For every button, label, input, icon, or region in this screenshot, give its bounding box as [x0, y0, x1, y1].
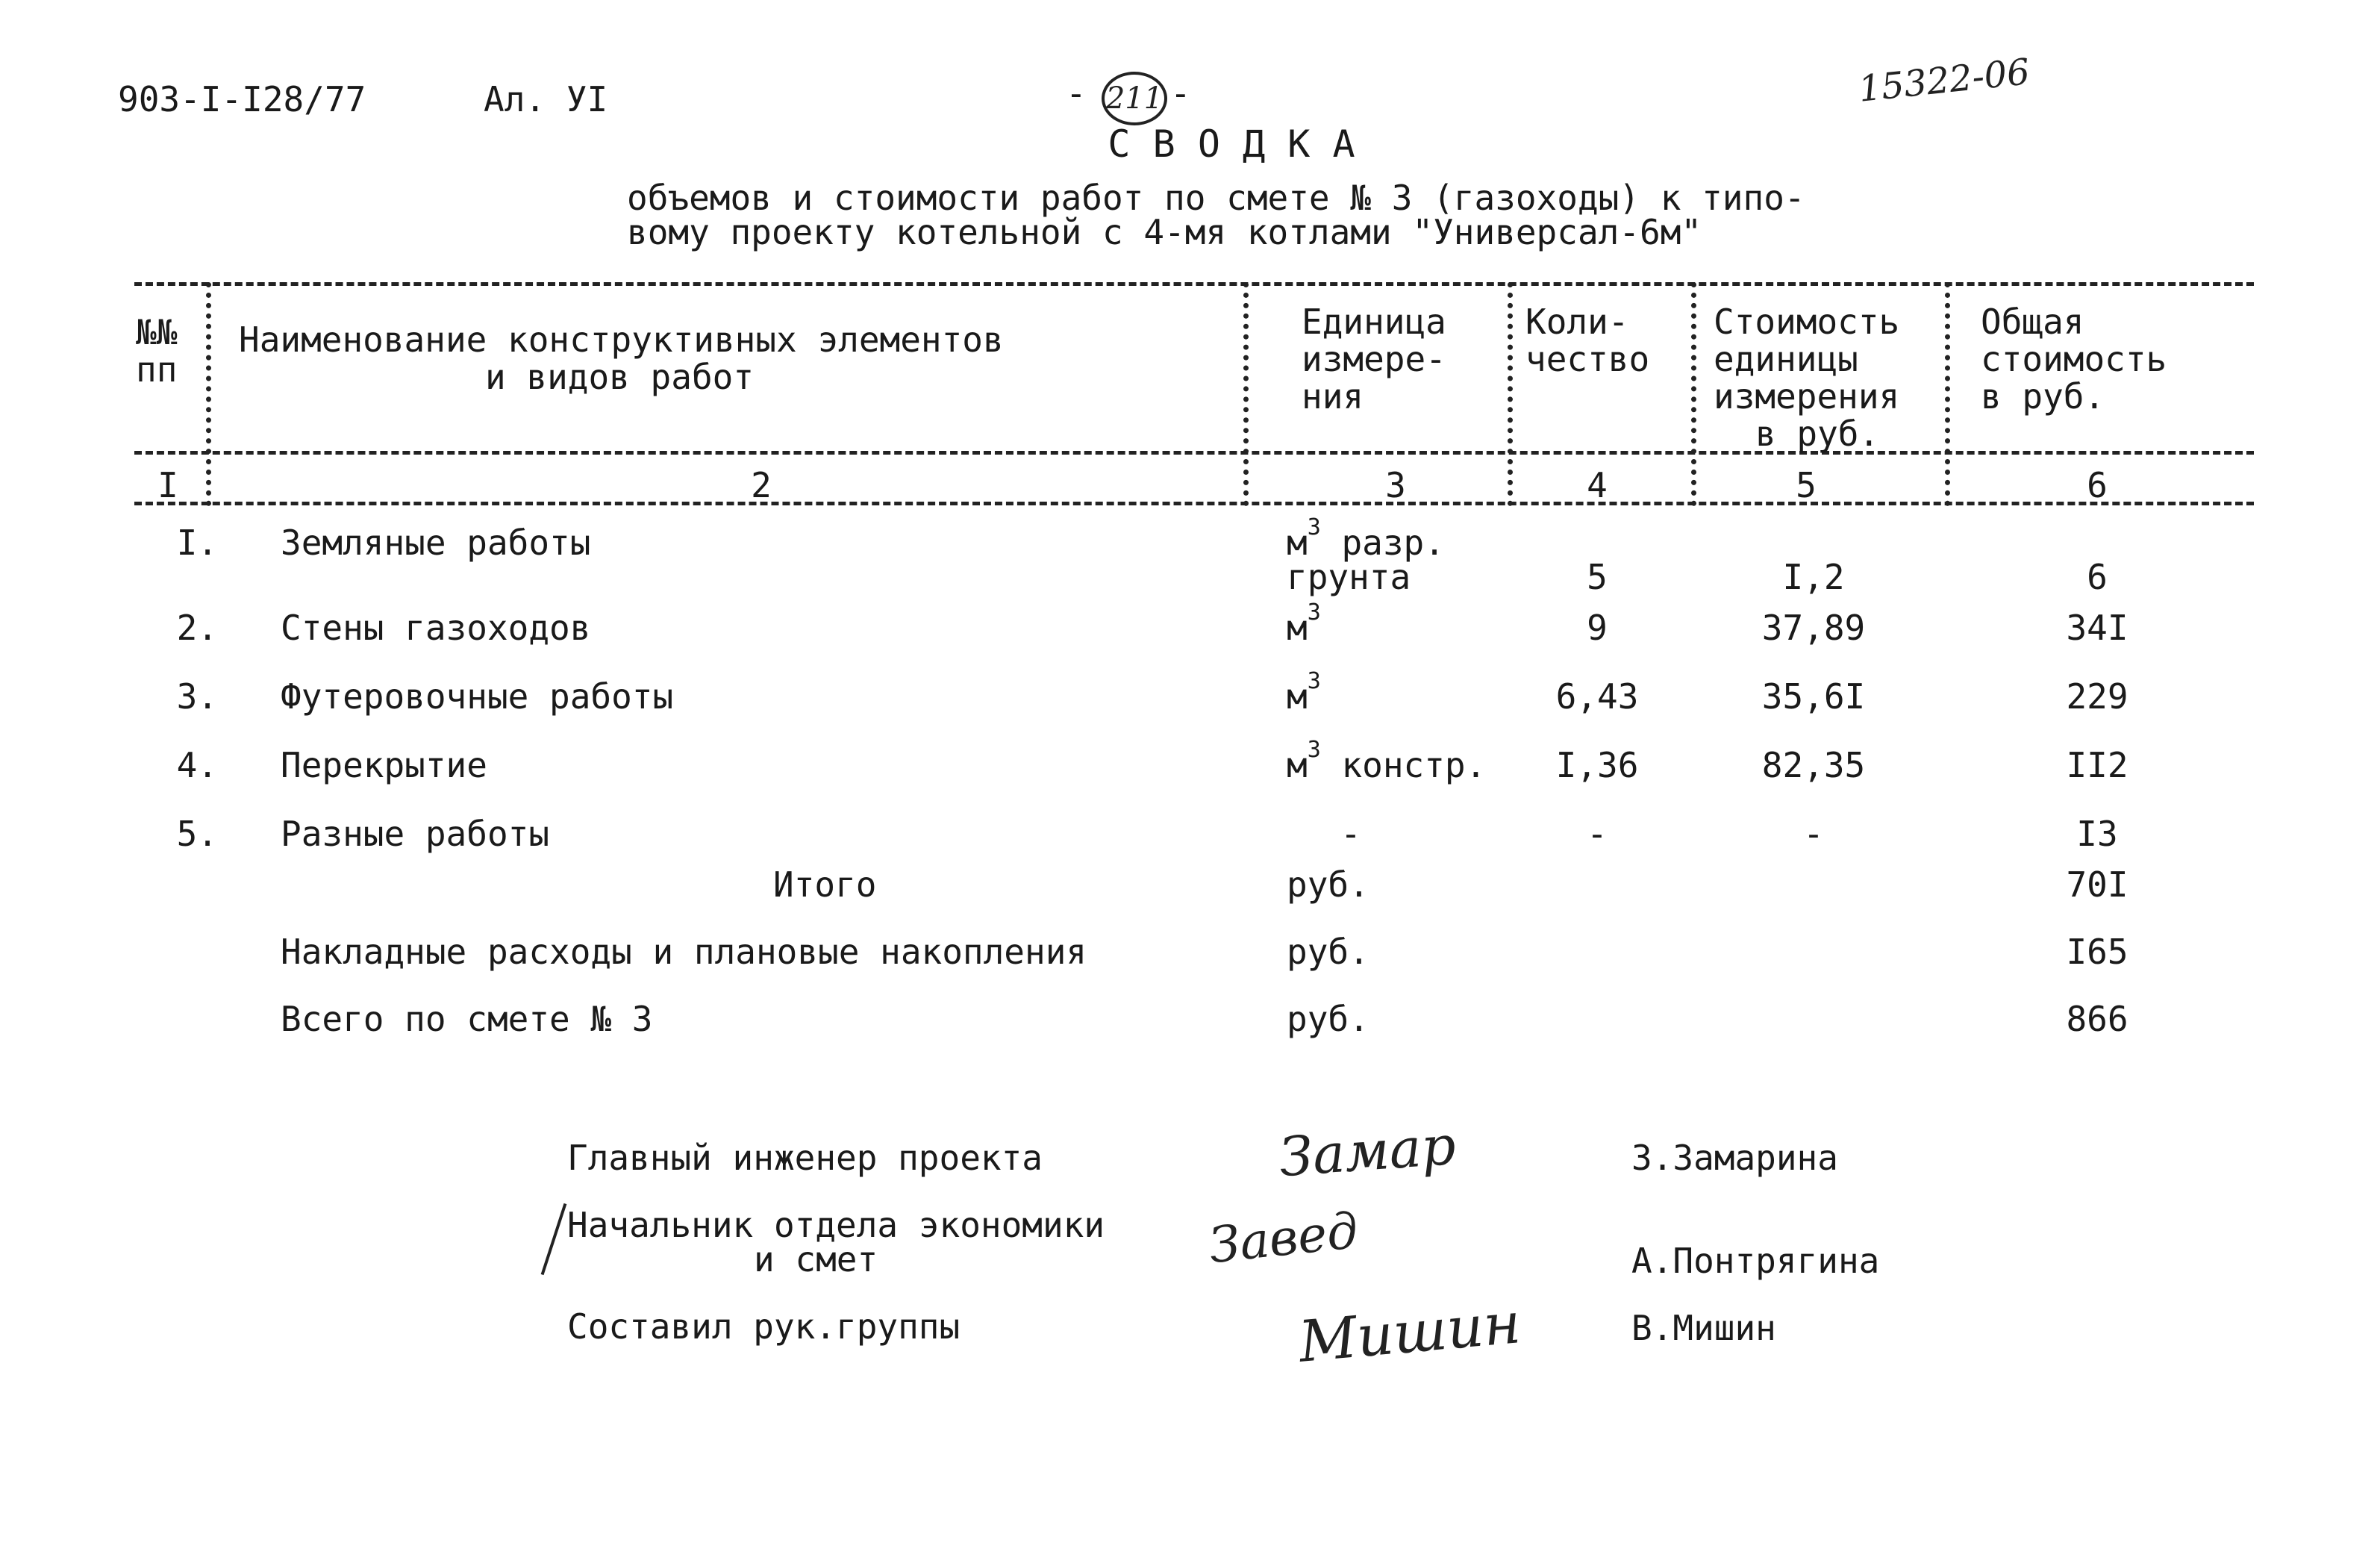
column-number-6: 6 — [2087, 465, 2108, 505]
column-divider-2 — [1243, 282, 1249, 506]
table-row-1-name: Земляные работы — [281, 523, 591, 563]
table-row-5-num: 5. — [176, 814, 218, 854]
table-row-2-unit: $м^3$ — [1287, 599, 1321, 648]
column-number-2: 2 — [751, 465, 772, 505]
signature-role-2-line2: и смет — [754, 1239, 878, 1279]
header-total-cost: Общая стоимость в руб. — [1981, 302, 2167, 417]
document-code: 903-I-I28/77 — [118, 79, 366, 119]
table-row-5-unit: - — [1340, 814, 1361, 854]
column-number-4: 4 — [1587, 465, 1608, 505]
header-unit-cost: Стоимость единицы измерения в руб. — [1714, 302, 1900, 454]
signature-mark-1: Замар — [1277, 1113, 1458, 1189]
signature-mark-2: Завед — [1206, 1201, 1361, 1275]
handwritten-reference: 15322-06 — [1856, 51, 2032, 110]
page-number-stamp: - 211 - — [1058, 72, 1200, 124]
table-row-2-unit-cost: 37,89 — [1761, 608, 1866, 648]
table-row-3-unit-cost: 35,6I — [1761, 676, 1866, 717]
table-row-3-unit: $м^3$ — [1287, 668, 1321, 717]
signature-name-1: З.Замарина — [1631, 1138, 1838, 1178]
table-row-4-qty: I,36 — [1555, 745, 1639, 785]
table-row-5-qty: - — [1587, 814, 1608, 854]
table-row-4-unit: $м^3$ констр. — [1287, 737, 1487, 785]
table-colnum-divider — [134, 502, 2254, 505]
summary-subtotal-label: Итого — [773, 864, 877, 905]
table-row-2-num: 2. — [176, 608, 218, 648]
table-header-divider — [134, 451, 2254, 455]
table-row-1-qty: 5 — [1587, 557, 1608, 597]
signature-role-2: Начальник отдела экономики — [567, 1205, 1105, 1245]
signature-role-3: Составил рук.группы — [567, 1306, 961, 1347]
table-row-4-num: 4. — [176, 745, 218, 785]
table-row-1-unit-line2: грунта — [1287, 557, 1411, 597]
table-row-1-num: I. — [176, 523, 218, 563]
title-subtitle-line-1: объемов и стоимости работ по смете № 3 (газоходы) к типо- — [627, 178, 1805, 218]
table-row-5-name: Разные работы — [281, 814, 550, 854]
summary-subtotal-total: 70I — [2066, 864, 2128, 905]
table-row-3-name: Футеровочные работы — [281, 676, 674, 717]
page-number-circle: 211 — [1102, 72, 1167, 125]
column-divider-3 — [1508, 282, 1513, 506]
table-top-border — [134, 282, 2254, 286]
table-row-4-name: Перекрытие — [281, 745, 487, 785]
table-row-2-qty: 9 — [1587, 608, 1608, 648]
table-row-4-unit-cost: 82,35 — [1761, 745, 1866, 785]
table-row-5-total: I3 — [2076, 814, 2118, 854]
column-divider-5 — [1945, 282, 1950, 506]
table-row-2-total: 34I — [2066, 608, 2128, 648]
column-number-5: 5 — [1796, 465, 1817, 505]
table-row-3-total: 229 — [2066, 676, 2128, 717]
album-label: Ал. УI — [484, 79, 608, 119]
margin-slash-mark — [541, 1203, 567, 1275]
table-row-1-unit: $м^3$ разр. — [1287, 514, 1445, 563]
header-unit: Единица измере- ния — [1302, 302, 1446, 417]
summary-grand-total-unit: руб. — [1287, 999, 1369, 1039]
summary-subtotal-unit: руб. — [1287, 864, 1369, 905]
table-row-2-name: Стены газоходов — [281, 608, 591, 648]
table-row-4-total: II2 — [2066, 745, 2128, 785]
summary-grand-total-total: 866 — [2066, 999, 2128, 1039]
title-subtitle-line-2: вому проекту котельной с 4-мя котлами "Универсал-6м" — [627, 212, 1702, 252]
header-name: Наименование конструктивных элементов и видов работ — [239, 319, 1004, 397]
summary-overhead-label: Накладные расходы и плановые накопления — [281, 932, 1087, 972]
table-row-1-total: 6 — [2087, 557, 2108, 597]
signature-name-3: В.Мишин — [1631, 1308, 1776, 1348]
signature-role-1: Главный инженер проекта — [567, 1138, 1043, 1178]
table-row-5-unit-cost: - — [1803, 814, 1824, 854]
column-number-3: 3 — [1385, 465, 1406, 505]
header-num: №№ пп — [136, 312, 178, 390]
summary-overhead-total: I65 — [2066, 932, 2128, 972]
column-divider-4 — [1691, 282, 1696, 506]
summary-overhead-unit: руб. — [1287, 932, 1369, 972]
table-row-3-qty: 6,43 — [1555, 676, 1639, 717]
table-row-1-unit-cost: I,2 — [1782, 557, 1845, 597]
column-number-1: I — [157, 465, 178, 505]
column-divider-1 — [206, 282, 211, 506]
page-title: С В О Д К А — [1108, 122, 1355, 166]
signature-name-2: А.Понтрягина — [1631, 1241, 1880, 1281]
signature-mark-3: Мишин — [1296, 1289, 1524, 1375]
header-quantity: Коли- чество — [1525, 302, 1650, 379]
table-row-3-num: 3. — [176, 676, 218, 717]
summary-grand-total-label: Всего по смете № 3 — [281, 999, 653, 1039]
